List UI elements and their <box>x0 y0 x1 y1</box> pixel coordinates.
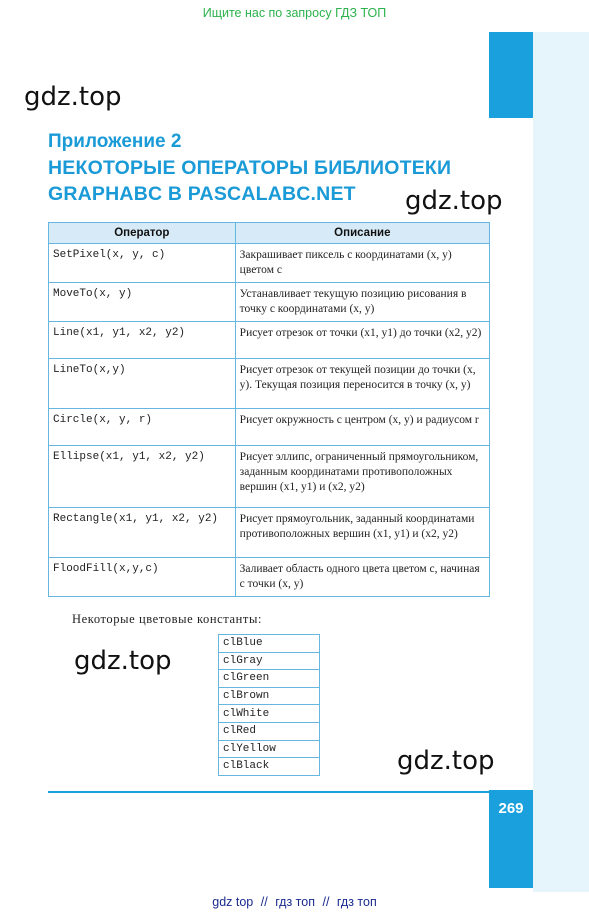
table-row <box>49 359 490 409</box>
page-number: 269 <box>498 800 524 817</box>
operator-cell: SetPixel(x, y, c) <box>49 244 236 283</box>
list-item <box>219 705 320 723</box>
appendix-label: Приложение 2 <box>48 131 182 152</box>
constant-name: clBlack <box>219 758 320 776</box>
operator-cell: Line(x1, y1, x2, y2) <box>49 322 236 359</box>
constants-caption: Некоторые цветовые константы: <box>72 612 263 626</box>
operator-cell: Rectangle(x1, y1, x2, y2) <box>49 508 236 558</box>
table-row <box>49 508 490 558</box>
list-item <box>219 635 320 653</box>
description-cell: Закрашивает пиксель с координатами (x, y) цветом c <box>235 244 489 283</box>
footer-links <box>0 895 589 909</box>
list-item <box>219 758 320 776</box>
table-row <box>49 322 490 359</box>
list-item <box>219 740 320 758</box>
list-item <box>219 652 320 670</box>
bottom-divider <box>48 791 489 793</box>
table-row <box>49 558 490 597</box>
table-row <box>49 409 490 446</box>
constant-name: clGray <box>219 652 320 670</box>
constant-name: clWhite <box>219 705 320 723</box>
description-cell: Рисует окружность с центром (x, y) и радиусом r <box>235 409 489 446</box>
footer-link[interactable]: gdz top <box>212 895 254 909</box>
description-cell: Устанавливает текущую позицию рисования в точку с координатами (x, y) <box>235 283 489 322</box>
operator-cell: MoveTo(x, y) <box>49 283 236 322</box>
table-row <box>49 244 490 283</box>
column-header-description: Описание <box>235 223 489 244</box>
page-title-line-2: GRAPHABC В PASCALABC.NET <box>48 183 356 205</box>
constant-name: clRed <box>219 722 320 740</box>
operator-cell: LineTo(x,y) <box>49 359 236 409</box>
description-cell: Рисует отрезок от точки (x1, y1) до точки (x2, y2) <box>235 322 489 359</box>
operator-cell: FloodFill(x,y,c) <box>49 558 236 597</box>
column-header-operator: Оператор <box>49 223 236 244</box>
top-banner[interactable]: Ищите нас по запросу ГДЗ ТОП <box>202 6 387 20</box>
footer-link[interactable]: гдз топ <box>336 895 377 909</box>
side-tab-top <box>489 32 533 118</box>
color-constants-list <box>218 634 320 776</box>
side-stripe <box>533 32 589 892</box>
watermark: gdz.top <box>405 186 503 216</box>
footer-separator: // <box>260 895 268 909</box>
list-item <box>219 687 320 705</box>
operator-cell: Ellipse(x1, y1, x2, y2) <box>49 446 236 508</box>
description-cell: Заливает область одного цвета цветом c, начиная с точки (x, y) <box>235 558 489 597</box>
page-title-line-1: НЕКОТОРЫЕ ОПЕРАТОРЫ БИБЛИОТЕКИ <box>48 157 452 179</box>
table-row <box>49 283 490 322</box>
description-cell: Рисует отрезок от текущей позиции до точки (x, y). Текущая позиция переносится в точку (x, y) <box>235 359 489 409</box>
list-item <box>219 722 320 740</box>
constant-name: clGreen <box>219 670 320 688</box>
table-header-row <box>49 223 490 244</box>
operator-cell: Circle(x, y, r) <box>49 409 236 446</box>
constant-name: clYellow <box>219 740 320 758</box>
watermark: gdz.top <box>74 646 172 676</box>
watermark: gdz.top <box>397 746 495 776</box>
table-row <box>49 446 490 508</box>
footer-separator: // <box>322 895 330 909</box>
constant-name: clBlue <box>219 635 320 653</box>
watermark: gdz.top <box>24 82 122 112</box>
operators-table <box>48 222 490 597</box>
description-cell: Рисует прямоугольник, заданный координатами противоположных вершин (x1, y1) и (x2, y2) <box>235 508 489 558</box>
list-item <box>219 670 320 688</box>
constant-name: clBrown <box>219 687 320 705</box>
description-cell: Рисует эллипс, ограниченный прямоугольником, заданным координатами противоположных вершин (x1, y1) и (x2, y2) <box>235 446 489 508</box>
footer-link[interactable]: гдз топ <box>275 895 315 909</box>
